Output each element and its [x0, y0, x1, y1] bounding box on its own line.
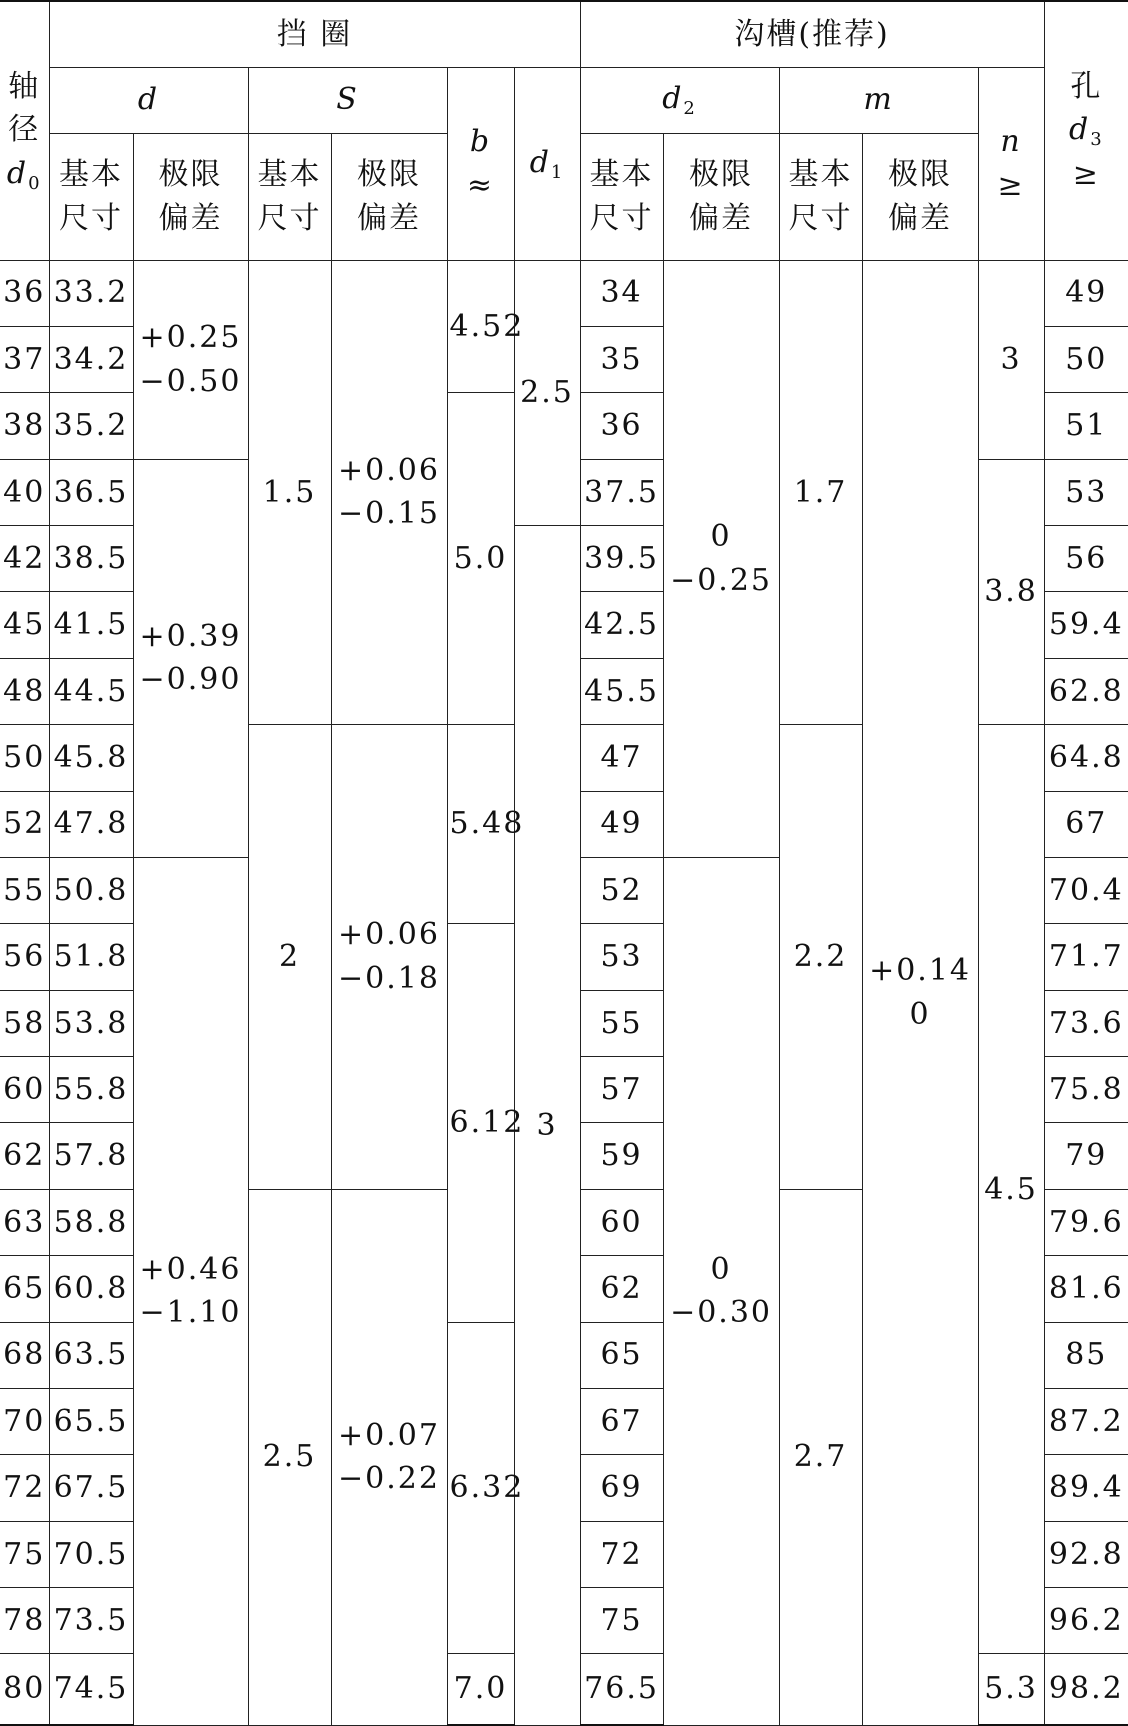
- cell-d-dev: +0.46 −1.10: [133, 857, 248, 1725]
- cell-d0: 40: [0, 459, 49, 525]
- cell-d: 33.2: [49, 260, 133, 326]
- cell-d2: 72: [580, 1521, 663, 1587]
- cell-d1: 2.5: [514, 260, 580, 526]
- cell-d: 65.5: [49, 1388, 133, 1454]
- cell-S-dev: +0.06 −0.18: [331, 725, 447, 1190]
- cell-d-dev: +0.25 −0.50: [133, 260, 248, 459]
- header-b: b ≈: [447, 67, 514, 260]
- cell-d-dev: +0.39 −0.90: [133, 459, 248, 857]
- cell-d0: 58: [0, 990, 49, 1056]
- header-d2: $d_2$: [580, 67, 779, 133]
- cell-m: 2.7: [779, 1189, 862, 1725]
- header-d-basic: 基本 尺寸: [49, 133, 133, 260]
- cell-m: 2.2: [779, 725, 862, 1190]
- cell-d2-dev: 0 −0.25: [663, 260, 779, 857]
- cell-b: 6.32: [447, 1322, 514, 1654]
- cell-d3: 49: [1044, 260, 1128, 326]
- cell-m: 1.7: [779, 260, 862, 725]
- cell-d: 34.2: [49, 326, 133, 392]
- cell-b: 5.48: [447, 725, 514, 924]
- header-S: S: [248, 67, 447, 133]
- cell-d2: 45.5: [580, 658, 663, 724]
- cell-d2: 42.5: [580, 592, 663, 658]
- cell-d1: 3: [514, 526, 580, 1726]
- cell-d: 47.8: [49, 791, 133, 857]
- cell-d: 50.8: [49, 857, 133, 923]
- cell-d0: 70: [0, 1388, 49, 1454]
- header-m-deviation: 极限 偏差: [862, 133, 978, 260]
- cell-S-dev: +0.07 −0.22: [331, 1189, 447, 1725]
- header-hole-diameter: 孔 $d_3$ ≥: [1044, 1, 1128, 260]
- cell-d2: 59: [580, 1123, 663, 1189]
- cell-d2: 55: [580, 990, 663, 1056]
- header-d-deviation: 极限 偏差: [133, 133, 248, 260]
- cell-d2: 39.5: [580, 526, 663, 592]
- cell-d3: 73.6: [1044, 990, 1128, 1056]
- cell-d: 70.5: [49, 1521, 133, 1587]
- cell-d3: 51: [1044, 393, 1128, 459]
- cell-d2: 34: [580, 260, 663, 326]
- cell-d: 57.8: [49, 1123, 133, 1189]
- cell-m-dev: +0.14 0: [862, 260, 978, 1725]
- cell-b: 4.52: [447, 260, 514, 393]
- cell-d0: 78: [0, 1588, 49, 1654]
- cell-d3: 81.6: [1044, 1256, 1128, 1322]
- header-m: m: [779, 67, 978, 133]
- cell-d3: 70.4: [1044, 857, 1128, 923]
- cell-d0: 48: [0, 658, 49, 724]
- cell-S: 2.5: [248, 1189, 331, 1725]
- cell-d3: 56: [1044, 526, 1128, 592]
- header-d2-deviation: 极限 偏差: [663, 133, 779, 260]
- cell-d0: 52: [0, 791, 49, 857]
- cell-d3: 92.8: [1044, 1521, 1128, 1587]
- cell-d2: 76.5: [580, 1654, 663, 1725]
- header-groove: 沟槽(推荐): [580, 1, 1044, 67]
- header-S-deviation: 极限 偏差: [331, 133, 447, 260]
- cell-d: 44.5: [49, 658, 133, 724]
- cell-b: 6.12: [447, 924, 514, 1322]
- cell-d3: 59.4: [1044, 592, 1128, 658]
- cell-d0: 68: [0, 1322, 49, 1388]
- cell-d3: 50: [1044, 326, 1128, 392]
- cell-d: 38.5: [49, 526, 133, 592]
- header-shaft-diameter: [0, 1, 49, 260]
- header-d1: $d_1$: [514, 67, 580, 260]
- cell-S: 2: [248, 725, 331, 1190]
- cell-d2: 36: [580, 393, 663, 459]
- cell-d3: 79: [1044, 1123, 1128, 1189]
- header-n: n ≥: [978, 67, 1044, 260]
- cell-d0: 38: [0, 393, 49, 459]
- cell-d: 60.8: [49, 1256, 133, 1322]
- cell-d0: 65: [0, 1256, 49, 1322]
- cell-d3: 53: [1044, 459, 1128, 525]
- cell-d3: 85: [1044, 1322, 1128, 1388]
- cell-d: 67.5: [49, 1455, 133, 1521]
- cell-S: 1.5: [248, 260, 331, 725]
- cell-d0: 80: [0, 1654, 49, 1725]
- header-shaft-char: 轴 径: [8, 68, 41, 148]
- cell-d2: 75: [580, 1588, 663, 1654]
- cell-d: 73.5: [49, 1588, 133, 1654]
- cell-d0: 62: [0, 1123, 49, 1189]
- cell-d2: 65: [580, 1322, 663, 1388]
- cell-d: 45.8: [49, 725, 133, 791]
- header-m-basic: 基本 尺寸: [779, 133, 862, 260]
- cell-d: 55.8: [49, 1057, 133, 1123]
- cell-b: 5.0: [447, 393, 514, 725]
- cell-d: 63.5: [49, 1322, 133, 1388]
- table-row: [0, 260, 1128, 326]
- cell-d2-dev: 0 −0.30: [663, 857, 779, 1725]
- cell-d2: 47: [580, 725, 663, 791]
- cell-d2: 57: [580, 1057, 663, 1123]
- cell-d2: 62: [580, 1256, 663, 1322]
- cell-d3: 98.2: [1044, 1654, 1128, 1725]
- cell-d0: 37: [0, 326, 49, 392]
- cell-d2: 53: [580, 924, 663, 990]
- cell-d0: 63: [0, 1189, 49, 1255]
- cell-d0: 56: [0, 924, 49, 990]
- cell-d3: 62.8: [1044, 658, 1128, 724]
- cell-d: 51.8: [49, 924, 133, 990]
- cell-d0: 75: [0, 1521, 49, 1587]
- cell-n: 3: [978, 260, 1044, 459]
- cell-d3: 75.8: [1044, 1057, 1128, 1123]
- cell-d3: 71.7: [1044, 924, 1128, 990]
- cell-d0: 50: [0, 725, 49, 791]
- cell-d: 35.2: [49, 393, 133, 459]
- header-d2-basic: 基本 尺寸: [580, 133, 663, 260]
- cell-d0: 36: [0, 260, 49, 326]
- cell-d3: 96.2: [1044, 1588, 1128, 1654]
- cell-d: 58.8: [49, 1189, 133, 1255]
- cell-d2: 69: [580, 1455, 663, 1521]
- cell-d2: 67: [580, 1388, 663, 1454]
- header-shaft-symbol: $d_0$: [6, 155, 42, 194]
- header-d: d: [49, 67, 248, 133]
- cell-d3: 89.4: [1044, 1455, 1128, 1521]
- cell-d0: 60: [0, 1057, 49, 1123]
- cell-d2: 37.5: [580, 459, 663, 525]
- cell-n: 5.3: [978, 1654, 1044, 1725]
- cell-d0: 72: [0, 1455, 49, 1521]
- cell-d2: 49: [580, 791, 663, 857]
- cell-d2: 60: [580, 1189, 663, 1255]
- cell-n: 4.5: [978, 725, 1044, 1654]
- header-S-basic: 基本 尺寸: [248, 133, 331, 260]
- cell-d3: 79.6: [1044, 1189, 1128, 1255]
- cell-d: 36.5: [49, 459, 133, 525]
- cell-d2: 35: [580, 326, 663, 392]
- cell-d0: 42: [0, 526, 49, 592]
- cell-b: 7.0: [447, 1654, 514, 1725]
- cell-d0: 45: [0, 592, 49, 658]
- cell-d: 74.5: [49, 1654, 133, 1725]
- cell-d2: 52: [580, 857, 663, 923]
- table-body: [0, 260, 1128, 1725]
- cell-d0: 55: [0, 857, 49, 923]
- cell-d3: 87.2: [1044, 1388, 1128, 1454]
- header-retaining-ring: 挡 圈: [49, 1, 580, 67]
- cell-d: 53.8: [49, 990, 133, 1056]
- cell-d3: 64.8: [1044, 725, 1128, 791]
- cell-d: 41.5: [49, 592, 133, 658]
- cell-d3: 67: [1044, 791, 1128, 857]
- cell-n: 3.8: [978, 459, 1044, 725]
- cell-S-dev: +0.06 −0.15: [331, 260, 447, 725]
